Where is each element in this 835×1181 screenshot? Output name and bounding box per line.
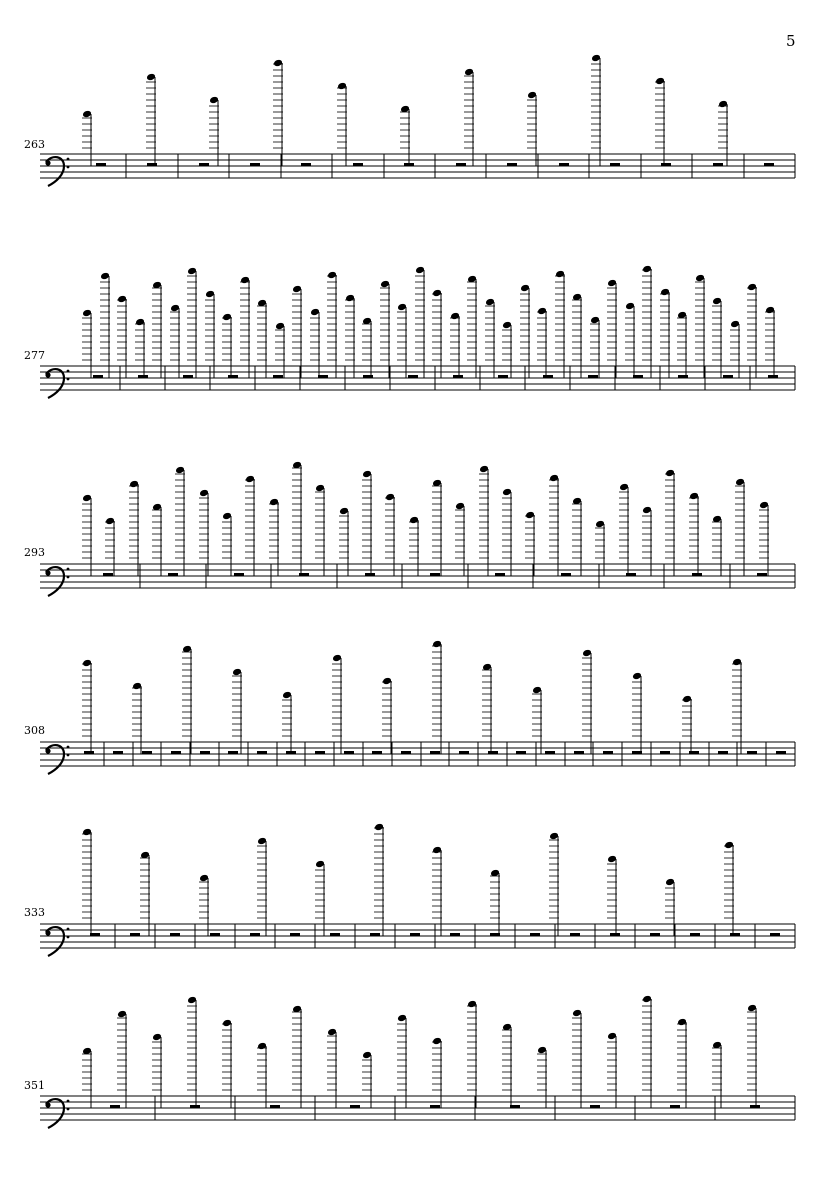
rest bbox=[301, 163, 311, 166]
notehead bbox=[590, 316, 600, 325]
notehead bbox=[455, 502, 465, 511]
notehead bbox=[642, 995, 652, 1004]
rest bbox=[545, 751, 555, 754]
notehead bbox=[537, 1046, 547, 1055]
rest bbox=[372, 751, 382, 754]
notehead bbox=[245, 475, 255, 484]
rest bbox=[692, 573, 702, 576]
rest bbox=[750, 1105, 760, 1108]
notehead bbox=[432, 1037, 442, 1046]
notehead bbox=[695, 274, 705, 283]
rest bbox=[776, 751, 786, 754]
bass-clef-dot bbox=[67, 1108, 70, 1111]
rest bbox=[690, 933, 700, 936]
rest bbox=[138, 375, 148, 378]
rest bbox=[498, 375, 508, 378]
rest bbox=[730, 933, 740, 936]
notehead bbox=[555, 270, 565, 279]
bass-clef-dot bbox=[67, 378, 70, 381]
rest bbox=[661, 163, 671, 166]
notehead bbox=[549, 832, 559, 841]
notehead bbox=[485, 298, 495, 307]
notehead bbox=[199, 489, 209, 498]
notehead bbox=[479, 465, 489, 474]
notehead bbox=[397, 1014, 407, 1023]
notehead bbox=[170, 304, 180, 313]
notehead bbox=[152, 1033, 162, 1042]
bass-clef-dot bbox=[45, 930, 50, 935]
rest bbox=[315, 751, 325, 754]
bass-clef-dot bbox=[67, 158, 70, 161]
notehead bbox=[82, 110, 92, 119]
rest bbox=[200, 751, 210, 754]
notehead bbox=[591, 54, 601, 63]
rest bbox=[770, 933, 780, 936]
rest bbox=[670, 1105, 680, 1108]
rest bbox=[660, 751, 670, 754]
notehead bbox=[525, 511, 535, 520]
notehead bbox=[642, 506, 652, 515]
rest bbox=[270, 1105, 280, 1108]
notehead bbox=[132, 682, 142, 691]
notehead bbox=[730, 320, 740, 329]
notehead bbox=[385, 493, 395, 502]
bass-clef-dot bbox=[67, 576, 70, 579]
notehead bbox=[464, 68, 474, 77]
notehead bbox=[282, 691, 292, 700]
notehead bbox=[595, 520, 605, 529]
rest bbox=[430, 573, 440, 576]
rest bbox=[543, 375, 553, 378]
notehead bbox=[82, 494, 92, 503]
bass-clef-dot bbox=[45, 160, 50, 165]
bass-clef-dot bbox=[45, 372, 50, 377]
rest bbox=[459, 751, 469, 754]
rest bbox=[190, 1105, 200, 1108]
notehead bbox=[310, 308, 320, 317]
notehead bbox=[682, 695, 692, 704]
rest bbox=[430, 1105, 440, 1108]
notehead bbox=[532, 686, 542, 695]
notehead bbox=[269, 498, 279, 507]
notehead bbox=[187, 996, 197, 1005]
notehead bbox=[257, 1042, 267, 1051]
notehead bbox=[747, 283, 757, 292]
notehead bbox=[549, 474, 559, 483]
rest bbox=[495, 573, 505, 576]
notehead bbox=[222, 313, 232, 322]
rest bbox=[450, 933, 460, 936]
rest bbox=[93, 375, 103, 378]
notehead bbox=[735, 478, 745, 487]
notehead bbox=[724, 841, 734, 850]
rest bbox=[747, 751, 757, 754]
notehead bbox=[187, 267, 197, 276]
notehead bbox=[619, 483, 629, 492]
measure-number-351: 351 bbox=[24, 1079, 45, 1092]
notehead bbox=[222, 1019, 232, 1028]
rest bbox=[290, 933, 300, 936]
notehead bbox=[572, 1009, 582, 1018]
notehead bbox=[257, 837, 267, 846]
rest bbox=[764, 163, 774, 166]
notehead bbox=[502, 488, 512, 497]
rest bbox=[488, 751, 498, 754]
bass-clef-dot bbox=[67, 936, 70, 939]
notehead bbox=[415, 266, 425, 275]
staff-system-2 bbox=[0, 362, 835, 402]
staff-system-4 bbox=[0, 738, 835, 778]
notehead bbox=[209, 96, 219, 105]
notehead bbox=[82, 828, 92, 837]
bass-clef-dot bbox=[67, 928, 70, 931]
notehead bbox=[146, 73, 156, 82]
notehead bbox=[632, 672, 642, 681]
notehead bbox=[502, 321, 512, 330]
rest bbox=[603, 751, 613, 754]
rest bbox=[570, 933, 580, 936]
notehead bbox=[607, 855, 617, 864]
rest bbox=[507, 163, 517, 166]
rest bbox=[234, 573, 244, 576]
rest bbox=[408, 375, 418, 378]
notehead bbox=[82, 659, 92, 668]
rest bbox=[170, 933, 180, 936]
notehead bbox=[327, 1028, 337, 1037]
notehead bbox=[765, 306, 775, 315]
measure-number-277: 277 bbox=[24, 349, 45, 362]
notehead bbox=[362, 1051, 372, 1060]
rest bbox=[401, 751, 411, 754]
notehead bbox=[432, 640, 442, 649]
rest bbox=[516, 751, 526, 754]
notehead bbox=[380, 280, 390, 289]
notehead bbox=[315, 484, 325, 493]
notehead bbox=[117, 1010, 127, 1019]
staff-system-3 bbox=[0, 560, 835, 600]
rest bbox=[453, 375, 463, 378]
measure-number-263: 263 bbox=[24, 138, 45, 151]
rest bbox=[250, 163, 260, 166]
notehead bbox=[665, 878, 675, 887]
notehead bbox=[732, 658, 742, 667]
notehead bbox=[374, 823, 384, 832]
rest bbox=[370, 933, 380, 936]
notehead bbox=[222, 512, 232, 521]
measure-number-308: 308 bbox=[24, 724, 45, 737]
bass-clef-dot bbox=[67, 166, 70, 169]
notehead bbox=[105, 517, 115, 526]
notehead bbox=[642, 265, 652, 274]
rest bbox=[113, 751, 123, 754]
notehead bbox=[275, 322, 285, 331]
notehead bbox=[537, 307, 547, 316]
notehead bbox=[718, 100, 728, 109]
rest bbox=[723, 375, 733, 378]
notehead bbox=[520, 284, 530, 293]
notehead bbox=[655, 77, 665, 86]
rest bbox=[228, 751, 238, 754]
rest bbox=[430, 751, 440, 754]
notehead bbox=[625, 302, 635, 311]
notehead bbox=[677, 1018, 687, 1027]
measure-number-333: 333 bbox=[24, 906, 45, 919]
rest bbox=[350, 1105, 360, 1108]
rest bbox=[410, 933, 420, 936]
notehead bbox=[432, 289, 442, 298]
notehead bbox=[747, 1004, 757, 1013]
notehead bbox=[660, 288, 670, 297]
notehead bbox=[332, 654, 342, 663]
notehead bbox=[339, 507, 349, 516]
notehead bbox=[607, 1032, 617, 1041]
notehead bbox=[362, 470, 372, 479]
notehead bbox=[467, 1000, 477, 1009]
notehead bbox=[409, 516, 419, 525]
rest bbox=[768, 375, 778, 378]
bass-clef-dot bbox=[45, 1102, 50, 1107]
measure-number-293: 293 bbox=[24, 546, 45, 559]
notehead bbox=[759, 501, 769, 510]
rest bbox=[650, 933, 660, 936]
rest bbox=[610, 163, 620, 166]
rest bbox=[330, 933, 340, 936]
rest bbox=[574, 751, 584, 754]
notehead bbox=[607, 279, 617, 288]
notehead bbox=[100, 272, 110, 281]
bass-clef-dot bbox=[67, 568, 70, 571]
rest bbox=[590, 1105, 600, 1108]
rest bbox=[610, 933, 620, 936]
staff-system-5 bbox=[0, 920, 835, 960]
notehead bbox=[432, 846, 442, 855]
notehead bbox=[382, 677, 392, 686]
notehead bbox=[315, 860, 325, 869]
notehead bbox=[232, 668, 242, 677]
notehead bbox=[292, 285, 302, 294]
rest bbox=[365, 573, 375, 576]
rest bbox=[228, 375, 238, 378]
rest bbox=[588, 375, 598, 378]
rest bbox=[273, 375, 283, 378]
rest bbox=[713, 163, 723, 166]
notehead bbox=[327, 271, 337, 280]
rest bbox=[96, 163, 106, 166]
rest bbox=[530, 933, 540, 936]
notehead bbox=[82, 309, 92, 318]
rest bbox=[142, 751, 152, 754]
notehead bbox=[240, 276, 250, 285]
rest bbox=[456, 163, 466, 166]
rest bbox=[103, 573, 113, 576]
rest bbox=[130, 933, 140, 936]
notehead bbox=[117, 295, 127, 304]
notehead bbox=[345, 294, 355, 303]
notehead bbox=[129, 480, 139, 489]
notehead bbox=[337, 82, 347, 91]
notehead bbox=[273, 59, 283, 68]
rest bbox=[250, 933, 260, 936]
notehead bbox=[689, 492, 699, 501]
bass-clef-dot bbox=[67, 1100, 70, 1103]
bass-clef-dot bbox=[67, 754, 70, 757]
rest bbox=[559, 163, 569, 166]
rest bbox=[84, 751, 94, 754]
notehead bbox=[527, 91, 537, 100]
notehead bbox=[450, 312, 460, 321]
rest bbox=[561, 573, 571, 576]
rest bbox=[168, 573, 178, 576]
rest bbox=[199, 163, 209, 166]
notehead bbox=[175, 466, 185, 475]
notehead bbox=[582, 649, 592, 658]
bass-clef-dot bbox=[45, 748, 50, 753]
notehead bbox=[712, 297, 722, 306]
notehead bbox=[135, 318, 145, 327]
rest bbox=[171, 751, 181, 754]
rest bbox=[757, 573, 767, 576]
rest bbox=[210, 933, 220, 936]
rest bbox=[110, 1105, 120, 1108]
notehead bbox=[199, 874, 209, 883]
rest bbox=[344, 751, 354, 754]
notehead bbox=[665, 469, 675, 478]
bass-clef-dot bbox=[67, 746, 70, 749]
bass-clef-dot bbox=[67, 370, 70, 373]
rest bbox=[183, 375, 193, 378]
notehead bbox=[397, 303, 407, 312]
notehead bbox=[205, 290, 215, 299]
rest bbox=[718, 751, 728, 754]
rest bbox=[353, 163, 363, 166]
staff-system-6 bbox=[0, 1092, 835, 1132]
page-number: 5 bbox=[786, 32, 796, 50]
rest bbox=[257, 751, 267, 754]
bass-clef-dot bbox=[45, 570, 50, 575]
staff-system-1 bbox=[0, 150, 835, 190]
